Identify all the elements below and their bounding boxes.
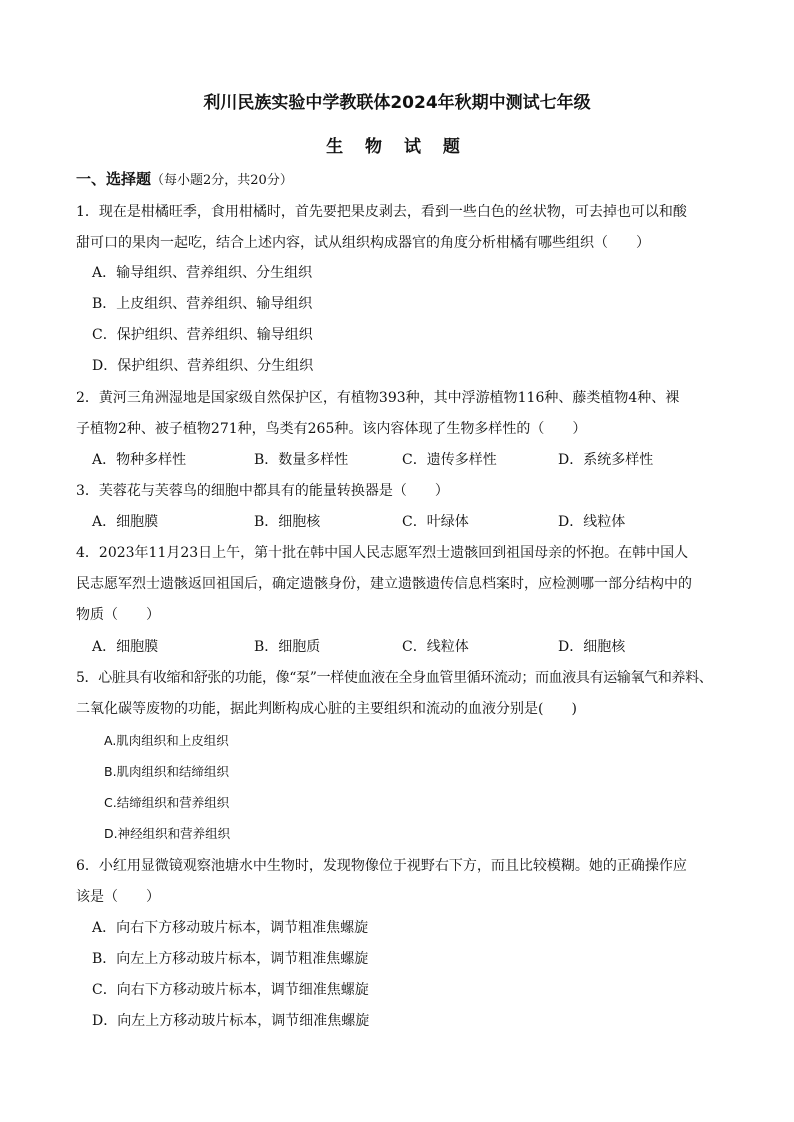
q2-text-line-1: 2．黄河三角洲湿地是国家级自然保护区，有植物393种，其中浮游植物116种、藤类植物4种、裸 [76, 390, 680, 406]
q5-text-line-1: 5．心脏具有收缩和舒张的功能，像“泵”一样使血液在全身血管里循环流动；而血液具有运输氧气和养料、 [76, 670, 713, 686]
q4-text-line-2: 民志愿军烈士遗骸返回祖国后，确定遗骸身份，建立遗骸遗传信息档案时，应检测哪一部分结构中的 [76, 576, 692, 592]
q4-option-a: A．细胞膜 [92, 639, 159, 655]
q1-option-a: A．输导组织、营养组织、分生组织 [92, 265, 313, 281]
q6-option-b: B．向左上方移动玻片标本，调节粗准焦螺旋 [92, 951, 369, 967]
q4-option-d: D．细胞核 [558, 639, 626, 655]
q2-option-d: D．系统多样性 [558, 452, 654, 468]
q6-option-c: C．向右下方移动玻片标本，调节细准焦螺旋 [92, 982, 369, 998]
q5-option-b: B.肌肉组织和结缔组织 [104, 764, 230, 779]
q1-text-line-1: 1．现在是柑橘旺季，食用柑橘时，首先要把果皮剥去，看到一些白色的丝状物，可去掉也可以和酸 [76, 204, 687, 220]
q3-text-line-1: 3．芙蓉花与芙蓉鸟的细胞中都具有的能量转换器是（ ） [76, 483, 449, 499]
section-note: （每小题2分，共20分） [151, 173, 293, 188]
q4-text-line-3: 物质（ ） [76, 607, 160, 623]
q1-option-b: B．上皮组织、营养组织、输导组织 [92, 296, 313, 312]
q6-text-line-2: 该是（ ） [76, 889, 160, 905]
q4-option-b: B．细胞质 [254, 639, 321, 655]
q5-option-c: C.结缔组织和营养组织 [104, 795, 230, 810]
q3-option-b: B．细胞核 [254, 514, 321, 530]
exam-subtitle: 生 物 试 题 [326, 137, 468, 157]
exam-title: 利川民族实验中学教联体2024年秋期中测试七年级 [203, 93, 591, 113]
q3-option-d: D．线粒体 [558, 514, 626, 530]
q1-text-line-2: 甜可口的果肉一起吃，结合上述内容，试从组织构成器官的角度分析柑橘有哪些组织（ ） [76, 235, 650, 251]
q2-option-c: C．遗传多样性 [402, 452, 497, 468]
q5-option-a: A.肌肉组织和上皮组织 [104, 733, 229, 748]
q1-option-d: D．保护组织、营养组织、分生组织 [92, 358, 314, 374]
q5-text-line-2: 二氧化碳等废物的功能，据此判断构成心脏的主要组织和流动的血液分别是( ) [76, 701, 577, 717]
q5-option-d: D.神经组织和营养组织 [104, 826, 231, 841]
q3-option-c: C．叶绿体 [402, 514, 469, 530]
q4-text-line-1: 4．2023年11月23日上午，第十批在韩中国人民志愿军烈士遗骸回到祖国母亲的怀抱。在韩中国人 [76, 545, 689, 561]
q3-option-a: A．细胞膜 [92, 514, 159, 530]
q2-option-b: B．数量多样性 [254, 452, 349, 468]
q4-option-c: C．线粒体 [402, 639, 469, 655]
q1-option-c: C．保护组织、营养组织、输导组织 [92, 327, 313, 343]
section-heading [76, 168, 293, 189]
q2-text-line-2: 子植物2种、被子植物271种，鸟类有265种。该内容体现了生物多样性的（ ） [76, 421, 587, 437]
q2-option-a: A．物种多样性 [92, 452, 187, 468]
q6-option-a: A．向右下方移动玻片标本，调节粗准焦螺旋 [92, 920, 369, 936]
section-title: 一、选择题 [76, 170, 152, 188]
q6-text-line-1: 6．小红用显微镜观察池塘水中生物时，发现物像位于视野右下方，而且比较模糊。她的正确操作应 [76, 858, 687, 874]
q6-option-d: D．向左上方移动玻片标本，调节细准焦螺旋 [92, 1013, 370, 1029]
